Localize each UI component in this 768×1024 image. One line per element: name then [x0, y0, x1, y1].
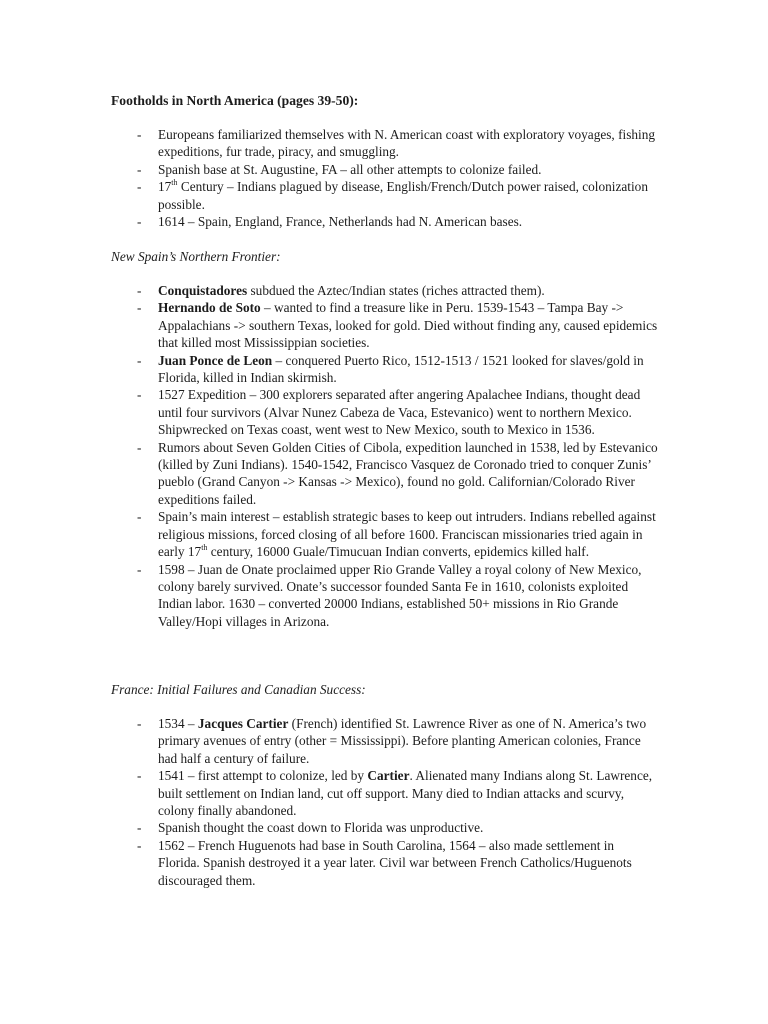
list-item [0, 282, 658, 299]
text-run: Spain’s main interest – establish strategic bases to keep out intruders. Indians rebelled against religious missions, forced closing of all before 1600. Franciscan missionaries tried again in early 17 [158, 509, 656, 560]
bullet-dash: - [137, 214, 142, 230]
list-item [0, 299, 658, 351]
text-run: 1541 – first attempt to colonize, led by [158, 768, 368, 784]
list-item [0, 178, 658, 213]
bullet-dash: - [137, 768, 142, 784]
bullet-dash: - [137, 716, 142, 731]
list-item [0, 767, 658, 819]
bold-term: Cartier [367, 768, 410, 784]
text-run: 1534 – [158, 716, 198, 731]
list-item [0, 508, 658, 560]
list-item [0, 819, 658, 836]
bullet-dash: - [137, 179, 142, 195]
list-item [0, 352, 658, 387]
text-run: Spanish base at St. Augustine, FA – all other attempts to colonize failed. [158, 161, 542, 177]
list-item [0, 837, 658, 889]
text-run: (French) identified St. Lawrence River as one of N. America’s two primary avenues of entry (other = Mississippi). Before planting American colonies, France had half a century of failure. [158, 716, 647, 766]
superscript: th [171, 178, 178, 188]
list-footholds [0, 126, 768, 230]
list-item [0, 213, 658, 230]
bold-term: Conquistadores [158, 283, 248, 298]
text-run: Century – Indians plagued by disease, English/French/Dutch power raised, colonization possible. [158, 179, 648, 212]
bullet-dash: - [137, 837, 142, 853]
bullet-dash: - [137, 352, 142, 368]
bullet-dash: - [137, 300, 142, 316]
text-run: Rumors about Seven Golden Cities of Cibola, expedition launched in 1538, led by Estevanico (killed by Zuni Indians). 1540-1542, Francisco Vasquez de Coronado tried to conquer Zunis’ pueblo (Grand Canyon -> Kansas -> Mexico), found no gold. Californian/Colorado River expeditions failed. [158, 439, 658, 507]
text-run: 1598 – Juan de Onate proclaimed upper Rio Grande Valley a royal colony of New Mexico, colony barely survived. Onate’s successor founded Santa Fe in 1610, colonists exploited Indian labor. 1630 – converted 20000 Indians, established 50+ missions in Rio Grande Valley/Hopi villages in Arizona. [158, 561, 642, 629]
text-run: 17 [158, 179, 172, 195]
text-run: century, 16000 Guale/Timucuan Indian converts, epidemics killed half. [207, 544, 590, 560]
bullet-dash: - [137, 561, 142, 577]
bullet-dash: - [137, 509, 142, 525]
list-item [0, 161, 658, 178]
text-run: Europeans familiarized themselves with N. American coast with exploratory voyages, fishing expeditions, fur trade, piracy, and smuggling. [158, 127, 656, 160]
bullet-dash: - [137, 820, 142, 836]
text-run: Spanish thought the coast down to Florida was unproductive. [158, 820, 484, 836]
bullet-dash: - [137, 127, 142, 142]
section-heading-france: France: Initial Failures and Canadian Success: [111, 682, 366, 697]
bold-term: Juan Ponce de Leon [158, 352, 273, 368]
text-run: . Alienated many Indians along St. Lawrence, built settlement on Indian land, cut off support. Many died to Indian attacks and scurvy, colony finally abandoned. [158, 768, 653, 819]
text-run: 1527 Expedition – 300 explorers separated after angering Apalachee Indians, thought dead until four survivors (Alvar Nunez Cabeza de Vaca, Estevanico) went to northern Mexico. Shipwrecked on Texas coast, went west to New Mexico, south to Mexico in 1536. [158, 387, 641, 438]
text-run: subdued the Aztec/Indian states (riches attracted them). [247, 283, 545, 298]
bullet-dash: - [137, 283, 142, 298]
list-item [0, 715, 658, 767]
bold-term: Hernando de Soto [158, 300, 261, 316]
document-title: Footholds in North America (pages 39-50): [111, 93, 359, 108]
text-run: 1562 – French Huguenots had base in South Carolina, 1564 – also made settlement in Florida. Spanish destroyed it a year later. Civil war between French Catholics/Huguenots discouraged them. [158, 837, 632, 888]
list-item [0, 439, 658, 509]
list-france [0, 715, 768, 889]
superscript: th [201, 543, 208, 553]
text-run: – wanted to find a treasure like in Peru. 1539-1543 – Tampa Bay -> Appalachians -> southern Texas, looked for gold. Died without finding any, caused epidemics that killed most Mississippian societies. [158, 300, 658, 351]
list-item [0, 386, 658, 438]
bullet-dash: - [137, 387, 142, 403]
bold-term: Jacques Cartier [197, 716, 289, 731]
text-run: – conquered Puerto Rico, 1512-1513 / 1521 looked for slaves/gold in Florida, killed in Indian skirmish. [158, 352, 644, 386]
list-new-spain [0, 282, 768, 630]
list-item [0, 126, 658, 161]
text-run: 1614 – Spain, England, France, Netherlands had N. American bases. [158, 214, 523, 230]
section-heading-new-spain: New Spain’s Northern Frontier: [111, 249, 281, 264]
bullet-dash: - [137, 161, 142, 177]
list-item [0, 561, 658, 631]
bullet-dash: - [137, 439, 142, 455]
